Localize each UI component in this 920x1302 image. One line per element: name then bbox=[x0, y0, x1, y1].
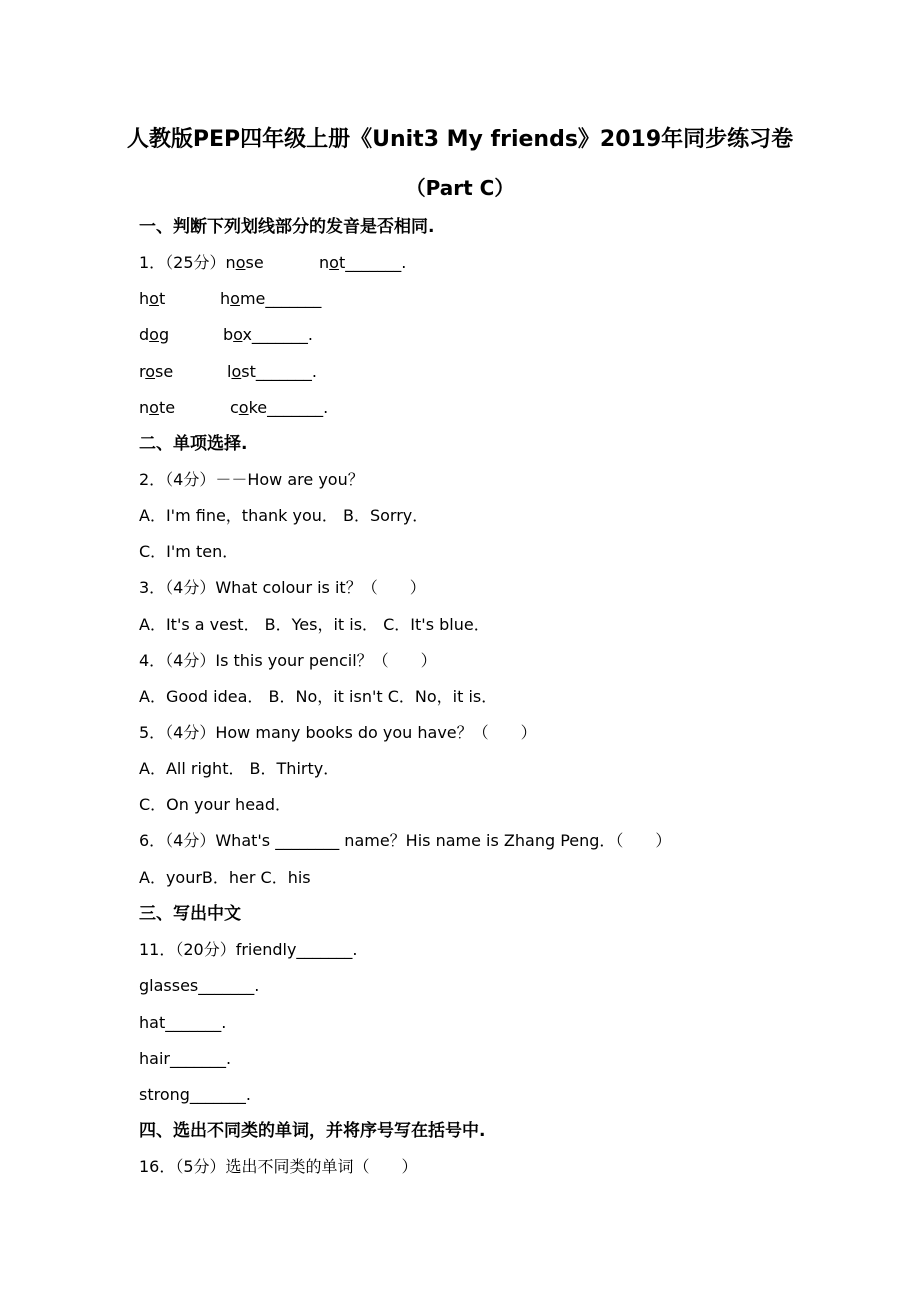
question-1-row-2-word2: home_______ bbox=[220, 289, 322, 308]
section3-heading: 三、写出中文 bbox=[139, 904, 241, 924]
question-11-item-strong: strong_______. bbox=[139, 1085, 252, 1104]
section1-heading: 一、判断下列划线部分的发音是否相同. bbox=[139, 217, 435, 237]
question-1-row-4: rose bbox=[139, 362, 174, 381]
question-1-number: 1．（25分） bbox=[139, 253, 226, 272]
question-4-text: 4．（4分）Is this your pencil？（ ） bbox=[139, 651, 437, 670]
question-3-text: 3．（4分）What colour is it？（ ） bbox=[139, 578, 426, 597]
question-5-option-c: C．On your head． bbox=[139, 795, 292, 814]
question-1-row-5: note bbox=[139, 398, 176, 417]
section2-heading: 二、单项选择. bbox=[139, 434, 248, 454]
question-1-row-4-word2: lost_______. bbox=[227, 362, 317, 381]
question-2-text: 2．（4分）－－How are you？ bbox=[139, 470, 364, 489]
question-5-options-ab: A．All right． B．Thirty． bbox=[139, 759, 340, 778]
question-1-row-1: 1．（25分）nose bbox=[139, 253, 264, 272]
question-11-text: 11．（20分）friendly_______. bbox=[139, 940, 358, 959]
question-5-text: 5．（4分）How many books do you have？（ ） bbox=[139, 723, 537, 742]
question-1-row-2: hot bbox=[139, 289, 166, 308]
question-1-row-5-word2: coke_______. bbox=[230, 398, 329, 417]
question-6-text: 6．（4分）What's ________ name？His name is Zhang Peng．（ ） bbox=[139, 831, 672, 850]
section4-heading: 四、选出不同类的单词，并将序号写在括号中. bbox=[139, 1121, 486, 1141]
question-2-options-ab: A．I'm fine，thank you． B．Sorry． bbox=[139, 506, 429, 525]
question-2-option-c: C．I'm ten． bbox=[139, 542, 239, 561]
question-1-row-3: dog bbox=[139, 325, 170, 344]
question-4-options: A．Good idea． B．No，it isn't C．No，it is． bbox=[139, 687, 498, 706]
question-11-item-hat: hat_______. bbox=[139, 1013, 227, 1032]
question-11-item-hair: hair_______. bbox=[139, 1049, 232, 1068]
worksheet-subtitle: （Part C） bbox=[405, 176, 515, 200]
worksheet-title: 人教版PEP四年级上册《Unit3 My friends》2019年同步练习卷 bbox=[126, 127, 794, 152]
question-11-item-glasses: glasses_______. bbox=[139, 976, 260, 995]
question-3-options: A．It's a vest． B．Yes，it is． C．It's blue． bbox=[139, 615, 490, 634]
question-16-text: 16．（5分）选出不同类的单词（ ） bbox=[139, 1157, 418, 1176]
question-1-row-3-word2: box_______. bbox=[223, 325, 314, 344]
question-1-row-1-word2: not_______. bbox=[319, 253, 407, 272]
question-6-options: A．yourB．her C．his bbox=[139, 868, 311, 887]
